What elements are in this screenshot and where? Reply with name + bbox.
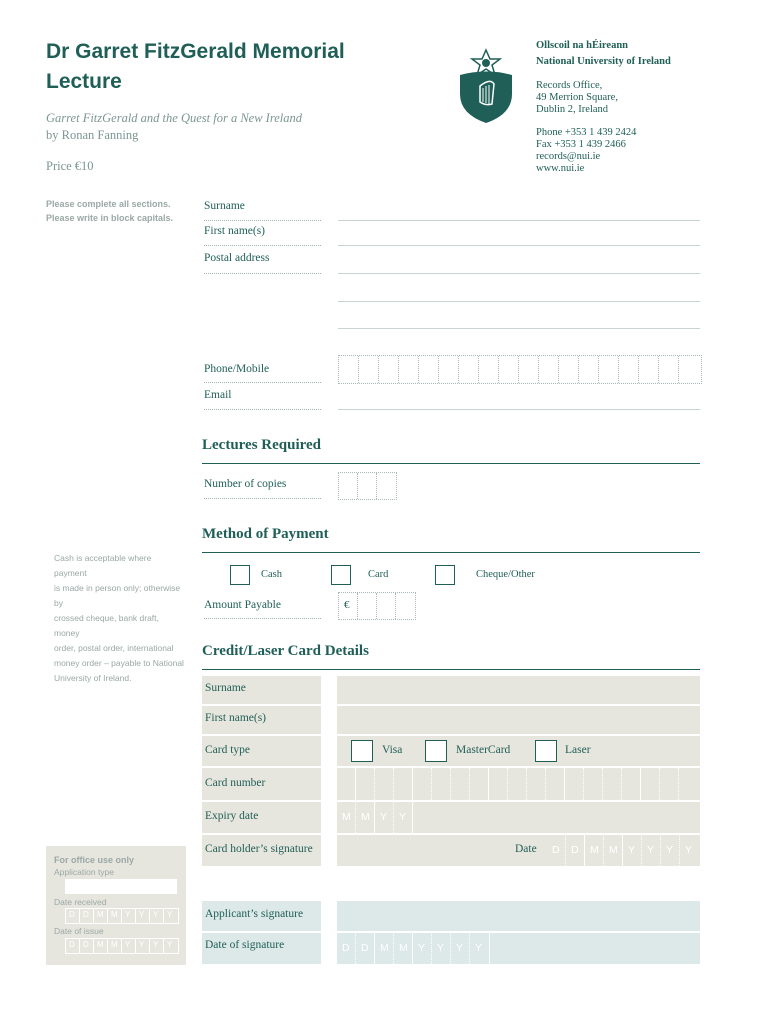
card-signature-label: Card holder’s signature (205, 843, 313, 855)
card-heading: Credit/Laser Card Details (202, 643, 700, 670)
card-date-mask-char: D (547, 835, 566, 866)
office-mask-char: D (66, 909, 80, 923)
laser-label: Laser (565, 744, 591, 756)
office-mask-char: D (66, 939, 80, 953)
signature-date-mask-char: D (356, 933, 375, 964)
office-mask-char: Y (167, 940, 173, 949)
card-first-names-label: First name(s) (205, 712, 267, 724)
instruction-line: Please complete all sections. (46, 199, 171, 209)
application-type-field[interactable] (65, 879, 177, 894)
date-of-signature-label: Date of signature (205, 939, 285, 951)
mastercard-checkbox[interactable] (425, 740, 447, 762)
visa-label: Visa (382, 744, 403, 756)
institution-phone: Phone +353 1 439 2424 (536, 127, 637, 138)
cash-label: Cash (261, 569, 282, 580)
application-type-label: Application type (54, 867, 115, 877)
lecture-author: by Ronan Fanning (46, 128, 139, 142)
card-first-names-label-cell (202, 706, 321, 734)
date-received-cells[interactable] (65, 908, 179, 924)
card-surname-label-cell (202, 676, 321, 704)
payment-note-line: crossed cheque, bank draft, money (54, 613, 159, 638)
cheque-label: Cheque/Other (476, 569, 535, 580)
signature-date-mask-char: M (375, 933, 394, 964)
card-date-cells[interactable] (547, 835, 700, 866)
office-mask-char: Y (122, 909, 136, 923)
cash-checkbox[interactable] (230, 565, 250, 585)
expiry-label: Expiry date (205, 810, 259, 822)
applicant-signature-label-cell (202, 901, 321, 931)
amount-cells[interactable] (338, 592, 416, 620)
payment-note-line: Cash is acceptable where payment (54, 553, 152, 578)
laser-checkbox[interactable] (535, 740, 557, 762)
instructions (46, 198, 173, 225)
card-date-mask-char: Y (685, 844, 693, 856)
instruction-line: Please write in block capitals. (46, 212, 174, 223)
applicant-signature-label: Applicant’s signature (205, 908, 304, 920)
card-date-mask-char: Y (623, 835, 642, 866)
card-first-names-field[interactable] (337, 706, 700, 734)
office-mask-char: M (108, 939, 122, 953)
card-checkbox[interactable] (331, 565, 351, 585)
signature-date-mask-char: Y (470, 933, 490, 964)
title-line-2: Lecture (46, 70, 122, 93)
postal-address-label: Postal address (204, 252, 321, 274)
office-mask-char: D (80, 939, 94, 953)
signature-date-mask-char: Y (413, 933, 432, 964)
expiry-label-cell (202, 802, 321, 833)
institution-email[interactable]: records@nui.ie (536, 151, 601, 162)
address-line-3-field[interactable] (338, 307, 700, 329)
email-label: Email (204, 389, 321, 410)
payment-side-note (54, 551, 184, 686)
address-line-2-field[interactable] (338, 280, 700, 302)
office-mask-char: Y (167, 910, 173, 919)
surname-label: Surname (204, 200, 321, 221)
price: Price €10 (46, 159, 94, 173)
institution-name-irish: Ollscoil na hÉireann (536, 40, 628, 51)
address-line: 49 Merrion Square, (536, 92, 618, 103)
institution-fax: Fax +353 1 439 2466 (536, 139, 626, 150)
mastercard-label: MasterCard (456, 744, 511, 756)
card-date-mask-char: Y (661, 835, 680, 866)
phone-label: Phone/Mobile (204, 363, 321, 383)
card-surname-label: Surname (205, 682, 246, 694)
card-number-label-cell (202, 768, 321, 800)
cheque-checkbox[interactable] (435, 565, 455, 585)
card-type-label: Card type (205, 744, 251, 756)
nui-crest-icon (456, 48, 520, 126)
card-date-label: Date (515, 843, 537, 855)
institution-website[interactable]: www.nui.ie (536, 163, 585, 174)
lectures-heading: Lectures Required (202, 437, 700, 464)
card-date-mask-char: D (566, 835, 585, 866)
lecture-subtitle: Garret FitzGerald and the Quest for a New Ireland (46, 111, 302, 125)
email-field[interactable] (338, 389, 700, 410)
copies-label: Number of copies (204, 478, 321, 499)
date-of-signature-label-cell (202, 933, 321, 964)
office-use-heading: For office use only (54, 855, 135, 865)
date-of-issue-cells[interactable] (65, 938, 179, 954)
expiry-mask-char: Y (375, 802, 394, 833)
office-mask-char: M (94, 939, 108, 953)
office-mask-char: Y (150, 939, 164, 953)
signature-date-mask-char: M (394, 933, 413, 964)
payment-note-line: is made in person only; otherwise by (54, 583, 181, 608)
expiry-mask-char: M (337, 802, 356, 833)
payment-heading: Method of Payment (202, 526, 700, 553)
office-use-panel (46, 846, 186, 965)
amount-label: Amount Payable (204, 599, 321, 619)
applicant-signature-field[interactable] (337, 901, 700, 931)
card-number-cells[interactable] (337, 768, 700, 800)
title-line-1: Dr Garret FitzGerald Memorial (46, 40, 345, 63)
office-mask-char: M (108, 909, 122, 923)
card-number-label: Card number (205, 777, 266, 789)
office-mask-char: Y (150, 909, 164, 923)
card-date-mask-char: M (585, 835, 604, 866)
euro-sign: € (339, 593, 358, 619)
first-names-field[interactable] (338, 225, 700, 246)
visa-checkbox[interactable] (351, 740, 373, 762)
payment-note-line: order, postal order, international (54, 643, 174, 653)
card-date-mask-char: M (604, 835, 623, 866)
signature-date-mask-char: D (337, 933, 356, 964)
date-of-signature-cells[interactable] (337, 933, 490, 964)
signature-date-mask-char: Y (451, 933, 470, 964)
phone-cells[interactable] (338, 355, 702, 384)
first-names-label: First name(s) (204, 225, 321, 246)
office-mask-char: Y (122, 939, 136, 953)
expiry-mask-char: M (356, 802, 375, 833)
expiry-mask-char: Y (394, 802, 413, 833)
address-line: Dublin 2, Ireland (536, 104, 609, 115)
office-mask-char: M (94, 909, 108, 923)
card-signature-label-cell (202, 835, 321, 866)
address-line-1-field[interactable] (338, 252, 700, 274)
card-type-label-cell (202, 736, 321, 766)
card-label: Card (368, 569, 389, 580)
office-mask-char: D (80, 909, 94, 923)
date-of-issue-label: Date of issue (54, 926, 104, 936)
payment-note-line: money order – payable to National (54, 658, 184, 668)
card-surname-field[interactable] (337, 676, 700, 704)
signature-date-mask-char: Y (432, 933, 451, 964)
copies-cells[interactable] (338, 472, 397, 500)
card-date-mask-char: Y (642, 835, 661, 866)
office-mask-char: Y (136, 909, 150, 923)
payment-note-line: University of Ireland. (54, 673, 132, 683)
office-mask-char: Y (136, 939, 150, 953)
institution-block (536, 40, 671, 175)
institution-name-english: National University of Ireland (536, 56, 671, 67)
surname-field[interactable] (338, 200, 700, 221)
date-received-label: Date received (54, 897, 107, 907)
expiry-cells[interactable] (337, 802, 413, 833)
address-line: Records Office, (536, 80, 603, 91)
